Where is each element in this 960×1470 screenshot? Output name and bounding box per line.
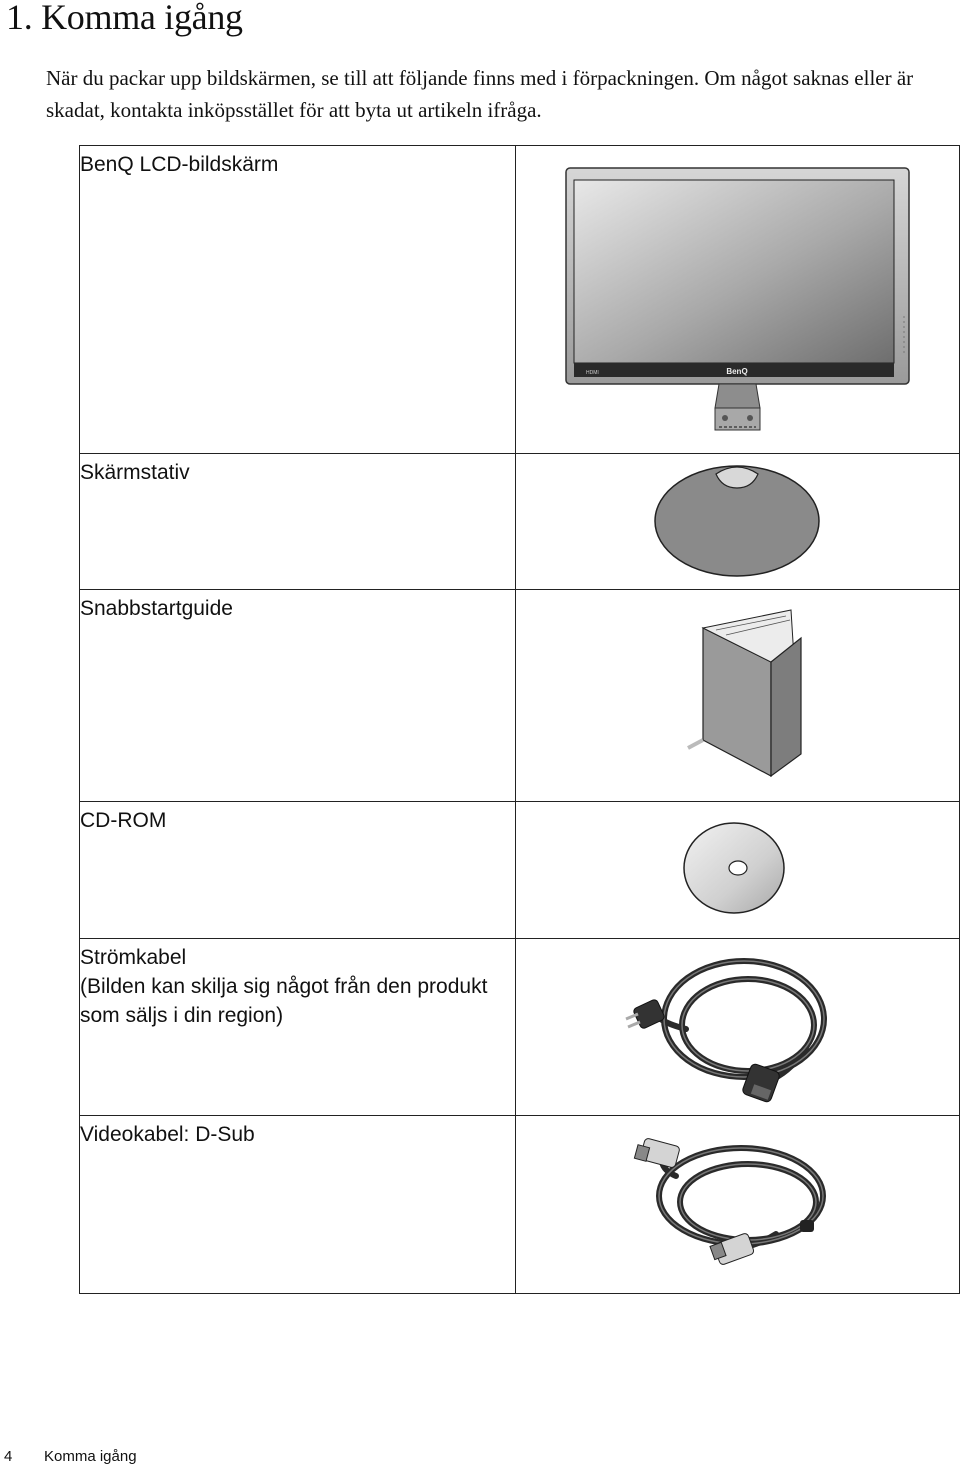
item-label: Strömkabel (Bilden kan skilja sig något från den produkt som säljs i din region): [80, 946, 488, 1027]
item-label-cell: [80, 1116, 516, 1294]
footer-section: Komma igång: [44, 1448, 137, 1465]
item-label: Skärmstativ: [80, 461, 190, 484]
monitor-badge: HDMI: [586, 370, 599, 376]
table-row: [80, 454, 960, 590]
item-label: BenQ LCD-bildskärm: [80, 153, 279, 176]
d-sub-cable-icon: [516, 1116, 959, 1292]
item-image-cell: [516, 590, 960, 802]
item-label: Snabbstartguide: [80, 597, 233, 620]
page-title: 1. Komma igång: [6, 0, 243, 37]
item-label-cell: [80, 939, 516, 1116]
intro-text: När du packar upp bildskärmen, se till att följande finns med i förpackningen. Om något saknas eller är skadat, kontakta inköpsstället för att byta ut artikeln ifråga.: [46, 66, 914, 122]
power-cable-icon: [516, 939, 959, 1114]
page-footer: [4, 1448, 137, 1465]
item-label: Videokabel: D-Sub: [80, 1123, 255, 1146]
quick-start-guide-icon: [516, 590, 959, 800]
item-label: CD-ROM: [80, 809, 167, 832]
page-number: 4: [4, 1448, 13, 1465]
lcd-monitor-icon: [516, 146, 959, 452]
item-image-cell: [516, 939, 960, 1116]
item-label-cell: [80, 146, 516, 454]
item-label-cell: [80, 802, 516, 939]
item-image-cell: [516, 802, 960, 939]
table-row: [80, 939, 960, 1116]
monitor-brand: BenQ: [726, 367, 748, 376]
table-row: [80, 1116, 960, 1294]
monitor-stand-base-icon: [516, 454, 959, 588]
package-contents-table: [79, 145, 960, 1294]
table-row: [80, 802, 960, 939]
item-image-cell: [516, 454, 960, 590]
table-row: [80, 146, 960, 454]
item-label-cell: [80, 454, 516, 590]
item-label-cell: [80, 590, 516, 802]
table-row: [80, 590, 960, 802]
cd-rom-icon: [516, 802, 959, 937]
item-image-cell: [516, 146, 960, 454]
item-image-cell: [516, 1116, 960, 1294]
